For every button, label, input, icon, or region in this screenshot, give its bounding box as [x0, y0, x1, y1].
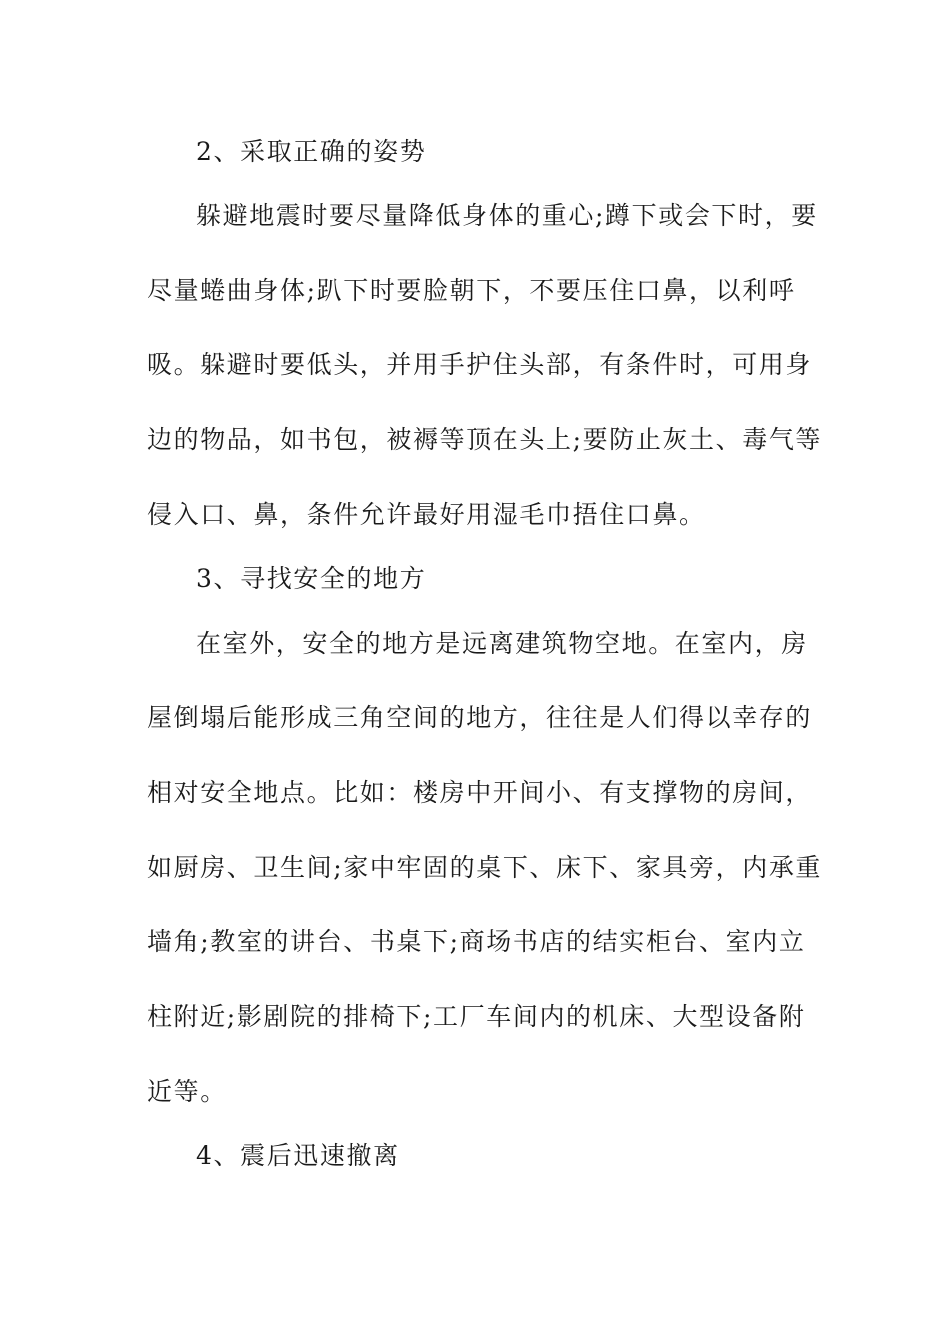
paragraph-line: 墙角;教室的讲台、书桌下;商场书店的结实柜台、室内立	[147, 927, 806, 956]
section-heading-4: 4、震后迅速撤离	[196, 1141, 400, 1170]
paragraph-line: 吸。躲避时要低头，并用手护住头部，有条件时，可用身	[147, 350, 813, 379]
paragraph-line: 侵入口、鼻，条件允许最好用湿毛巾捂住口鼻。	[147, 500, 706, 529]
paragraph-line: 近等。	[147, 1077, 227, 1106]
section-heading-2: 2、采取正确的姿势	[196, 137, 427, 166]
paragraph-line: 屋倒塌后能形成三角空间的地方，往往是人们得以幸存的	[147, 703, 813, 732]
paragraph-line: 相对安全地点。比如：楼房中开间小、有支撑物的房间，	[147, 778, 813, 807]
paragraph-line: 在室外，安全的地方是远离建筑物空地。在室内，房	[196, 629, 808, 658]
paragraph-line: 如厨房、卫生间;家中牢固的桌下、床下、家具旁，内承重	[147, 853, 823, 882]
paragraph-line: 边的物品，如书包，被褥等顶在头上;要防止灰土、毒气等	[147, 425, 823, 454]
paragraph-line: 柱附近;影剧院的排椅下;工厂车间内的机床、大型设备附	[147, 1002, 806, 1031]
paragraph-line: 尽量蜷曲身体;趴下时要脸朝下，不要压住口鼻，以利呼	[147, 276, 796, 305]
section-heading-3: 3、寻找安全的地方	[196, 564, 427, 593]
paragraph-line: 躲避地震时要尽量降低身体的重心;蹲下或会下时，要	[196, 201, 818, 230]
